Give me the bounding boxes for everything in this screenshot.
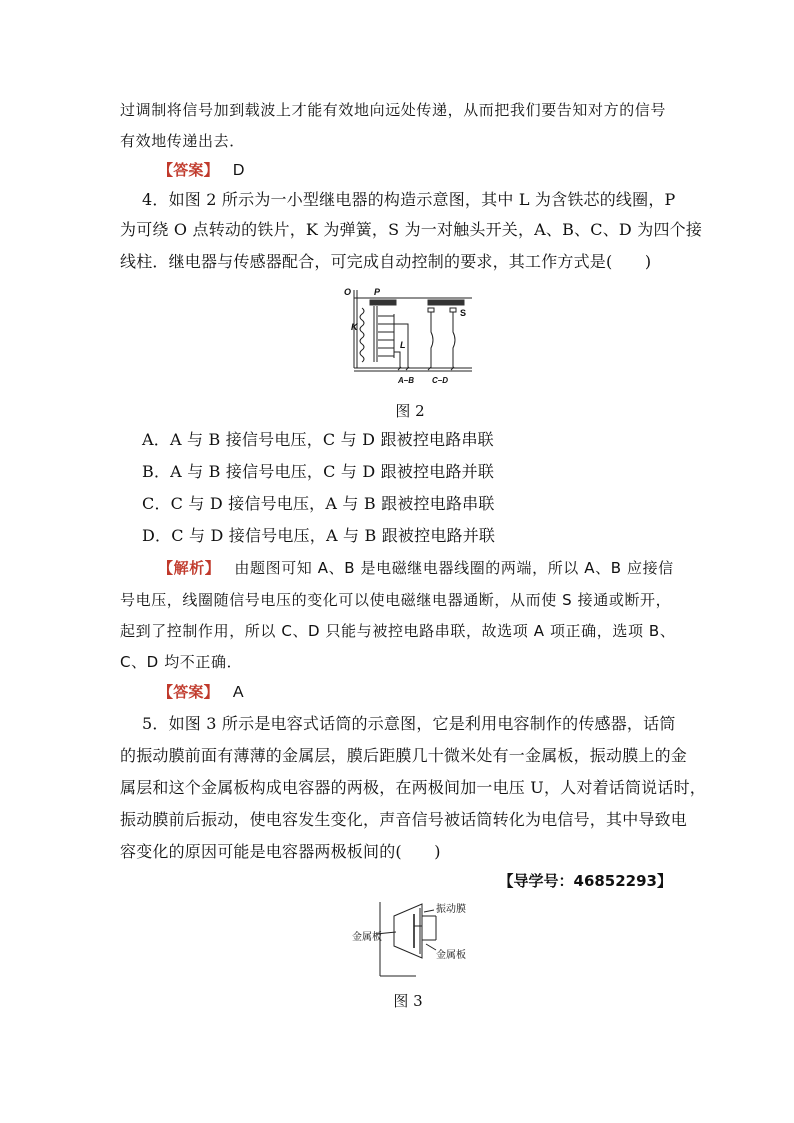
answer-3 [158, 160, 245, 181]
mic-housing [394, 904, 422, 958]
figure-2-caption: 图 2 [395, 402, 425, 420]
analysis-tag: 【解析】 [158, 559, 221, 577]
label-k: K [351, 322, 358, 332]
q4-option-d: D．C 与 D 接信号电压，A 与 B 跟被控电路并联 [142, 526, 496, 545]
microphone-diagram [350, 900, 480, 980]
intro-line-1: 过调制将信号加到载波上才能有效地向远处传递，从而把我们要告知对方的信号 [120, 101, 667, 119]
label-c-d: C–D [432, 376, 449, 385]
answer-4 [158, 682, 244, 703]
q4-stem-line-2: 为可绕 O 点转动的铁片，K 为弹簧，S 为一对触头开关，A、B、C、D 为四个接 [120, 220, 703, 239]
label-a-b: A–B [398, 376, 415, 385]
q5-stem-line-5: 容变化的原因可能是电容器两极板间的( ) [120, 842, 441, 861]
q4-stem-line-1: 4．如图 2 所示为一小型继电器的构造示意图，其中 L 为含铁芯的线圈，P [142, 190, 676, 209]
q4-option-c: C．C 与 D 接信号电压，A 与 B 跟被控电路串联 [142, 494, 495, 513]
intro-line-2: 有效地传递出去． [120, 132, 245, 150]
label-membrane: 振动膜 [436, 904, 466, 915]
q5-stem-line-3: 属层和这个金属板构成电容器的两极，在两极间加一电压 U，人对着话筒说话时， [120, 778, 706, 797]
q5-stem-line-4: 振动膜前后振动，使电容发生变化，声音信号被话筒转化为电信号，其中导致电 [120, 810, 688, 829]
label-s: S [460, 308, 467, 318]
label-p: P [374, 287, 381, 297]
label-l: L [400, 340, 406, 350]
analysis-text-1: 由题图可知 A、B 是电磁继电器线圈的两端，所以 A、B 应接信 [234, 559, 674, 577]
spring-k [360, 308, 364, 362]
q4-option-a: A．A 与 B 接信号电压，C 与 D 跟被控电路串联 [142, 430, 494, 449]
q4-option-b: B．A 与 B 接信号电压，C 与 D 跟被控电路并联 [142, 462, 495, 481]
q4-analysis-line-2: 号电压，线圈随信号电压的变化可以使电磁继电器通断，从而使 S 接通或断开， [120, 591, 672, 609]
coil-l [378, 316, 394, 356]
label-plate-right: 金属板 [436, 950, 466, 961]
answer-value: A [232, 684, 244, 701]
q5-stem-line-1: 5．如图 3 所示是电容式话筒的示意图，它是利用电容制作的传感器，话筒 [142, 714, 676, 733]
answer-value: D [232, 162, 245, 179]
answer-tag: 【答案】 [158, 161, 219, 179]
q4-stem-line-3: 线柱．继电器与传感器配合，可完成自动控制的要求，其工作方式是( ) [120, 252, 652, 271]
q5-stem-line-2: 的振动膜前面有薄薄的金属层，膜后距膜几十微米处有一金属板，振动膜上的金 [120, 746, 688, 765]
q4-analysis-line-4: C、D 均不正确． [120, 653, 243, 671]
q4-analysis-line-3: 起到了控制作用，所以 C、D 只能与被控电路串联，故选项 A 项正确，选项 B、 [120, 622, 676, 640]
study-number: 【导学号：46852293】 [498, 872, 672, 890]
figure-3-caption: 图 3 [393, 992, 423, 1010]
answer-tag: 【答案】 [158, 683, 219, 701]
label-o: O [344, 287, 352, 297]
q4-analysis-line-1 [158, 558, 674, 578]
label-plate-left: 金属板 [352, 932, 382, 943]
relay-diagram [340, 284, 480, 392]
